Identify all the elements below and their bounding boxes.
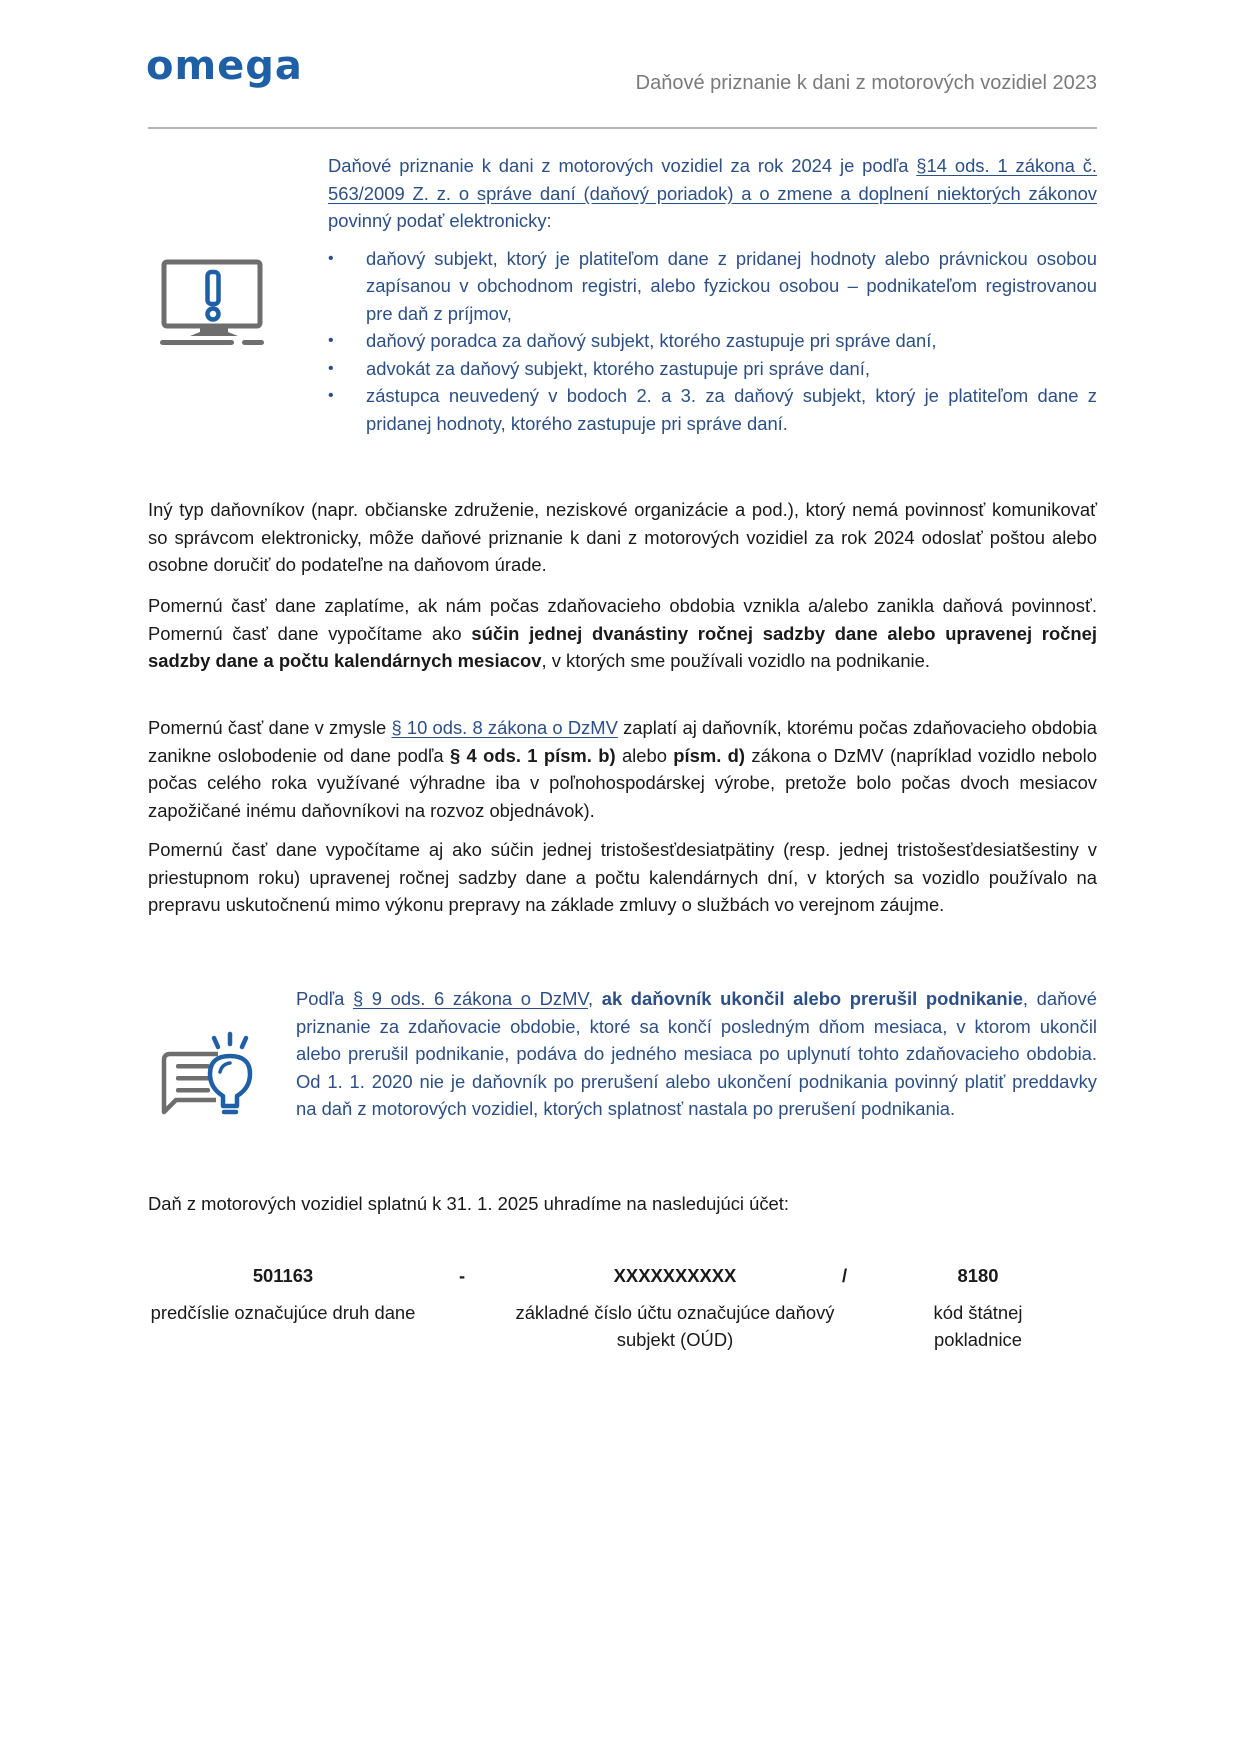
header-divider (148, 127, 1097, 129)
monitor-warning-icon (160, 258, 268, 348)
list-item: • advokát za daňový subjekt, ktorého zastupuje pri správe daní, (328, 355, 1097, 383)
dzmv-section-10-link[interactable]: § 10 ods. 8 zákona o DzMV (391, 717, 618, 738)
e-filing-notice (328, 152, 1097, 437)
account-separator-dash: - (459, 1265, 466, 1286)
omega-logo: omega (146, 43, 303, 89)
obligated-subjects-list (328, 245, 1097, 438)
paragraph-exemption-end: Pomernú časť dane v zmysle § 10 ods. 8 zákona o DzMV zaplatí aj daňovník, ktorému počas zdaňovacieho obdobia zanikne oslobodenie od dane podľa § 4 ods. 1 písm. b) alebo písm. d) zákona o DzMV (napríklad vozidlo nebolo počas celého roka využívané výhradne iba v poľnohospodárskej výrobe, pretože bolo počas dvoch mesiacov zapožičané inému daňovníkovi na rozvoz objednávok). (148, 717, 1097, 821)
account-number-label: základné číslo účtu označujúce daňový subjekt (OÚD) (515, 1302, 835, 1350)
bullet-icon: • (328, 249, 334, 267)
bullet-icon: • (328, 387, 334, 404)
paragraph-daily-calculation: Pomernú časť dane vypočítame aj ako súčin jednej tristošesťdesiatpätiny (resp. jednej tristošesťdesiatšestiny v priestupnom roku) upravenej ročnej sadzby dane a počtu kalendárnych dní, v ktorých sa vozidlo používalo na prepravu uskutočnenú mimo výkonu prepravy na základe zmluvy o službách vo verejnom záujme. (148, 839, 1097, 915)
business-termination-tip: Podľa § 9 ods. 6 zákona o DzMV, ak daňovník ukončil alebo prerušil podnikanie, daňové priznanie za zdaňovacie obdobie, ktoré sa končí posledným dňom mesiaca, v ktorom ukončil alebo prerušil podnikanie, podáva do jedného mesiaca po uplynutí tohto zdaňovacieho obdobia. Od 1. 1. 2020 nie je daňovník po prerušení alebo ukončení podnikania povinný platiť preddavky na daň z motorových vozidiel, ktorých splatnosť nastala po prerušení podnikania. (296, 988, 1097, 1119)
tax-procedure-act-link[interactable]: §14 ods. 1 zákona č. 563/2009 Z. z. o správe daní (daňový poriadok) a o zmene a doplnení niektorých zákonov (328, 155, 1097, 204)
account-prefix-label: predčíslie označujúce druh dane (150, 1302, 416, 1323)
list-item: • daňový poradca za daňový subjekt, ktorého zastupuje pri správe daní, (328, 327, 1097, 355)
list-item: • daňový subjekt, ktorý je platiteľom dane z pridanej hodnoty alebo právnickou osobou zapísanou v obchodnom registri, alebo fyzickou osobou – podnikateľom registrovanou pre daň z príjmov, (328, 245, 1097, 328)
header-title: Daňové priznanie k dani z motorových vozidiel 2023 (635, 72, 1097, 94)
bank-code-value: 8180 (957, 1265, 999, 1286)
chat-lightbulb-icon (160, 1030, 268, 1120)
notice-intro: Daňové priznanie k dani z motorových vozidiel za rok 2024 je podľa §14 ods. 1 zákona č. 563/2009 Z. z. o správe daní (daňový poriadok) a o zmene a doplnení niektorých zákonov povinný podať elektronicky: (328, 155, 1097, 231)
list-item: • zástupca neuvedený v bodoch 2. a 3. za daňový subjekt, ktorý je platiteľom dane z pridanej hodnoty, ktorého zastupuje pri správe daní. (328, 382, 1097, 437)
bank-code-label: kód štátnej pokladnice (933, 1302, 1023, 1350)
bullet-icon: • (328, 359, 334, 377)
account-separator-slash: / (842, 1265, 848, 1286)
paragraph-other-taxpayers: Iný typ daňovníkov (napr. občianske združenie, neziskové organizácie a pod.), ktorý nemá povinnosť komunikovať so správcom elektronicky, môže daňové priznanie k dani z motorových vozidiel za rok 2024 odoslať poštou alebo osobne doručiť do podateľne na daňovom úrade. (148, 499, 1097, 575)
account-number (148, 1265, 1097, 1365)
bullet-icon: • (328, 332, 334, 349)
payment-due-text: Daň z motorových vozidiel splatnú k 31. 1. 2025 uhradíme na nasledujúci účet: (148, 1193, 789, 1214)
account-number-value: XXXXXXXXXX (613, 1265, 737, 1286)
paragraph-proportional-tax: Pomernú časť dane zaplatíme, ak nám počas zdaňovacieho obdobia vznikla a/alebo zanikla daňová povinnosť. Pomernú časť dane vypočítame ako súčin jednej dvanástiny ročnej sadzby dane alebo upravenej ročnej sadzby dane a počtu kalendárnych mesiacov, v ktorých sme používali vozidlo na podnikanie. (148, 595, 1097, 671)
account-prefix-value: 501163 (252, 1265, 314, 1286)
dzmv-section-9-link[interactable]: § 9 ods. 6 zákona o DzMV (352, 988, 588, 1009)
